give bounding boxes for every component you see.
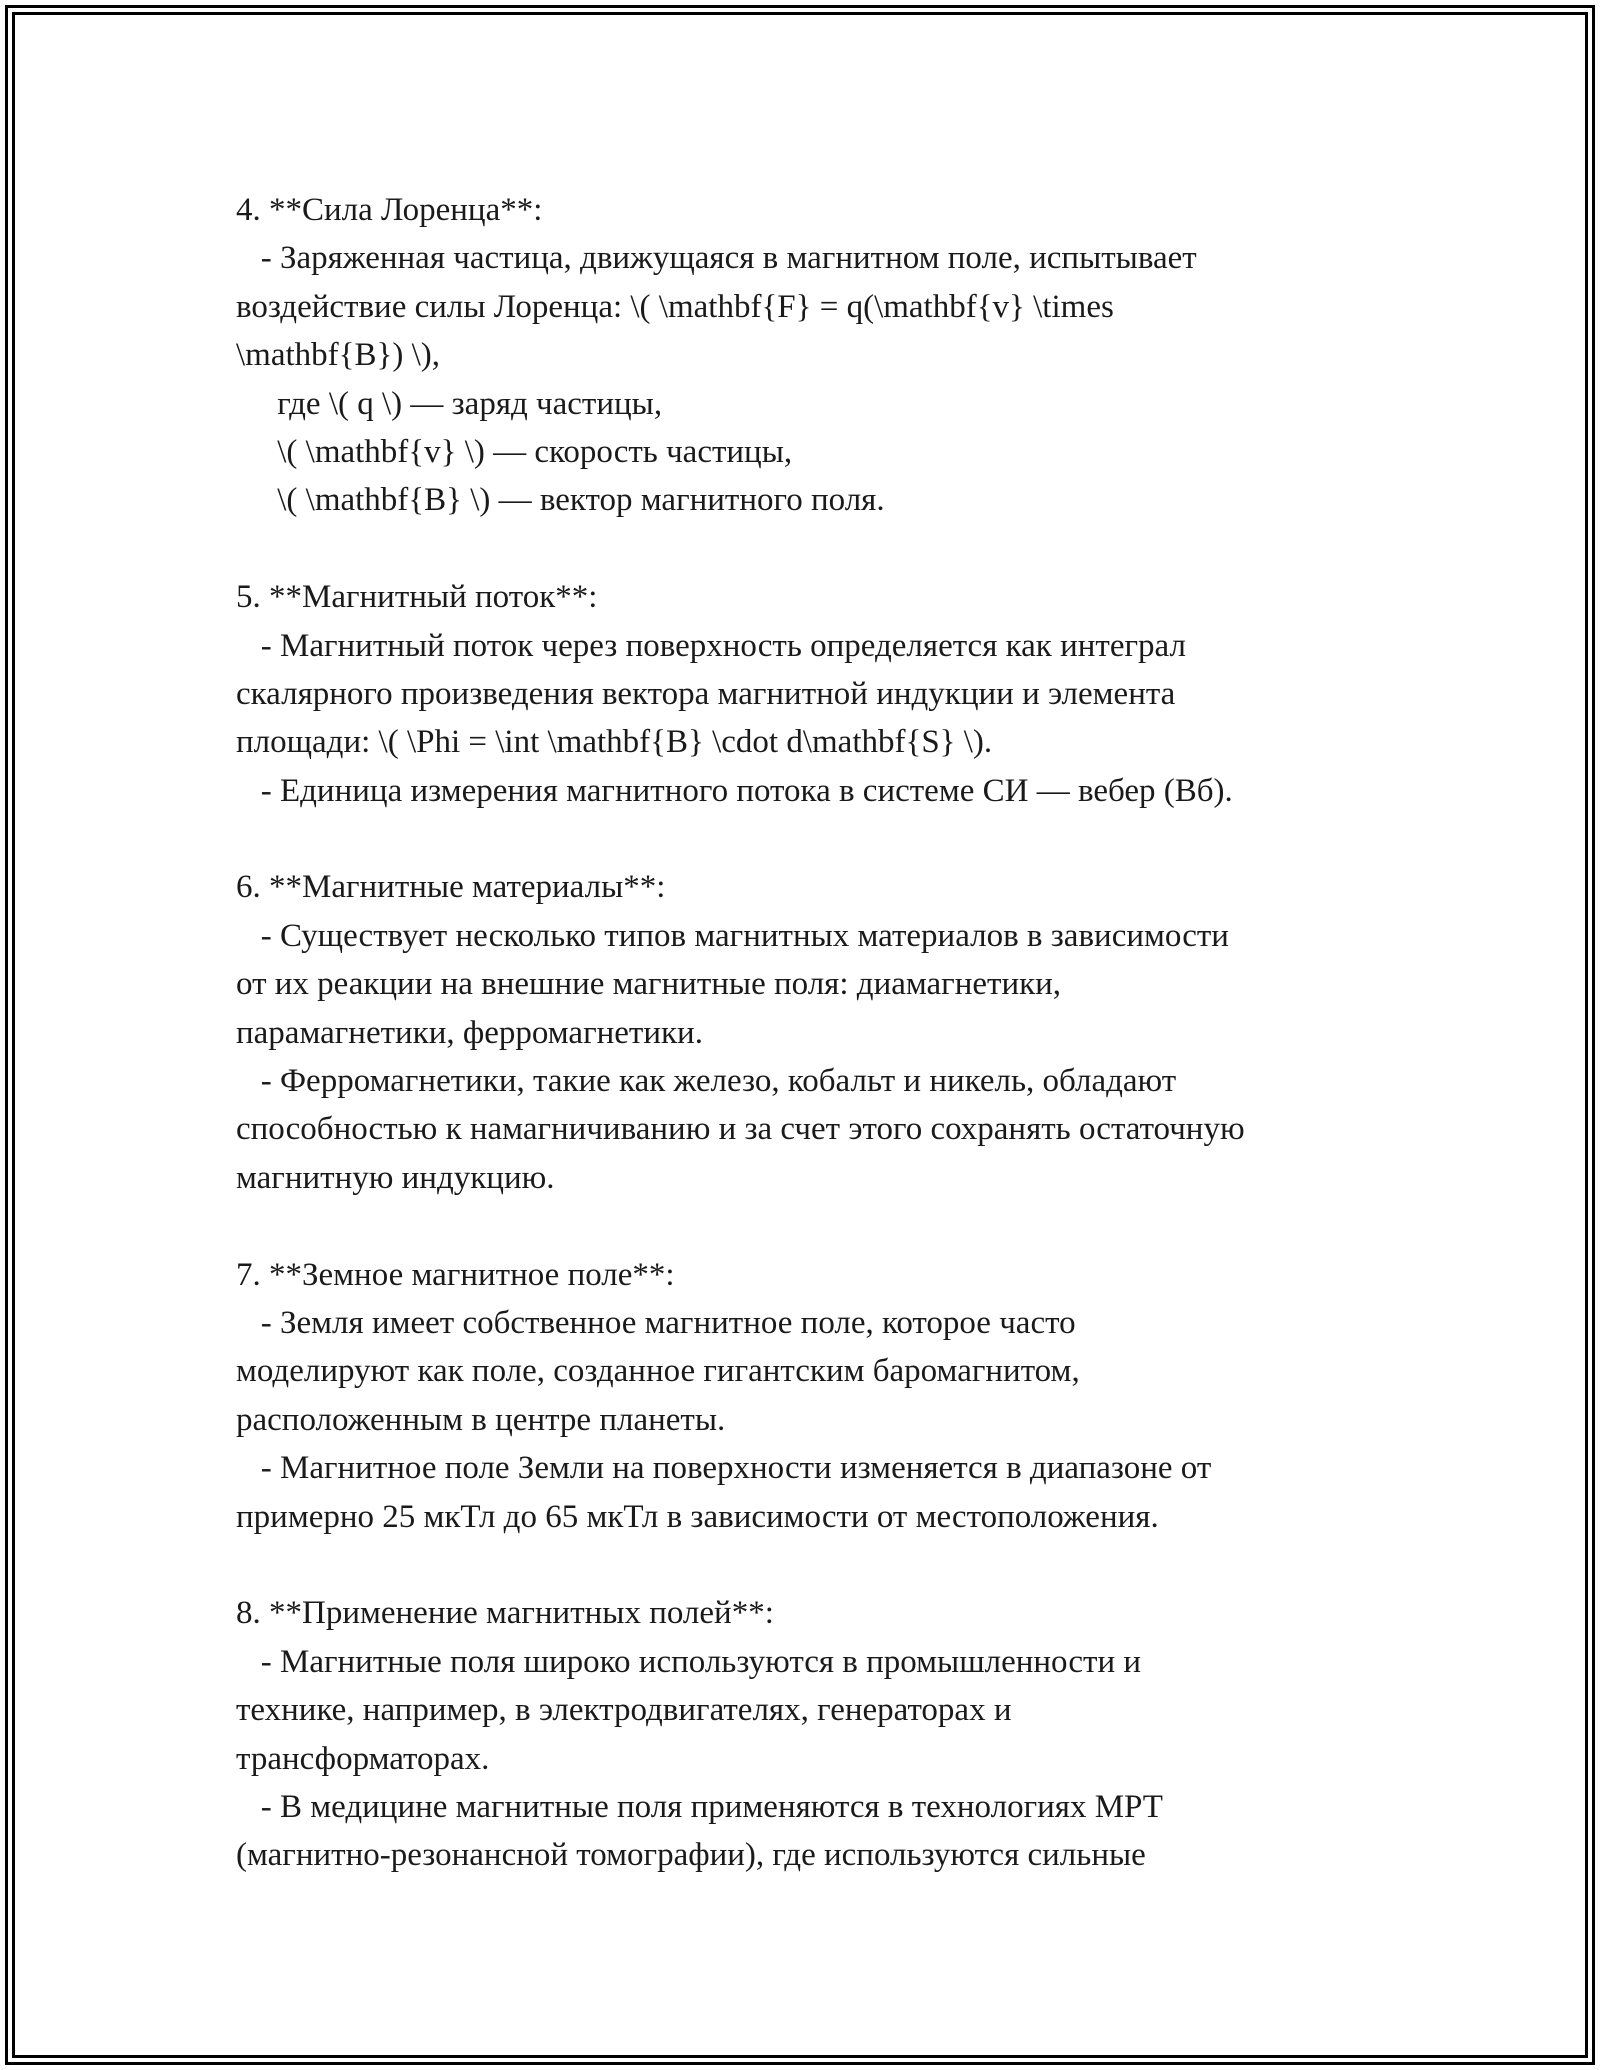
section-heading: 6. **Магнитные материалы**: bbox=[236, 869, 666, 906]
section-heading: 4. **Сила Лоренца**: bbox=[236, 192, 543, 228]
text-line: - Ферромагнетики, такие как железо, кобальт и никель, обладают bbox=[236, 1063, 1177, 1100]
document-body bbox=[236, 186, 1386, 1880]
paragraph-gap bbox=[236, 525, 1386, 573]
section-magnetic-flux bbox=[236, 573, 1386, 815]
text-line: (магнитно-резонансной томографии), где используются сильные bbox=[236, 1837, 1146, 1874]
paragraph-gap bbox=[236, 1202, 1386, 1250]
text-line: моделируют как поле, созданное гигантским баромагнитом, bbox=[236, 1353, 1080, 1390]
text-line: - Земля имеет собственное магнитное поле, которое часто bbox=[236, 1304, 1076, 1341]
section-lorentz-force bbox=[236, 186, 1386, 525]
text-line: расположенным в центре планеты. bbox=[236, 1401, 726, 1438]
paragraph-gap bbox=[236, 815, 1386, 863]
text-line: парамагнетики, ферромагнетики. bbox=[236, 1014, 703, 1051]
text-line: - Единица измерения магнитного потока в системе СИ — вебер (Вб). bbox=[236, 772, 1233, 809]
section-heading: 5. **Магнитный поток**: bbox=[236, 579, 598, 616]
text-line: - В медицине магнитные поля применяются в технологиях МРТ bbox=[236, 1788, 1163, 1825]
text-line: технике, например, в электродвигателях, генераторах и bbox=[236, 1692, 1012, 1729]
text-line: - Магнитные поля широко используются в промышленности и bbox=[236, 1643, 1142, 1680]
paragraph-gap bbox=[236, 1541, 1386, 1589]
text-line: скалярного произведения вектора магнитной индукции и элемента bbox=[236, 675, 1176, 712]
text-line: магнитную индукцию. bbox=[236, 1159, 555, 1196]
text-line: площади: \( \Phi = \int \mathbf{B} \cdot d\mathbf{S} \). bbox=[236, 724, 993, 761]
section-heading: 8. **Применение магнитных полей**: bbox=[236, 1595, 774, 1632]
section-earth-magnetic-field bbox=[236, 1251, 1386, 1541]
section-heading: 7. **Земное магнитное поле**: bbox=[236, 1256, 675, 1293]
text-line: - Магнитное поле Земли на поверхности изменяется в диапазоне от bbox=[236, 1450, 1212, 1487]
text-line: - Существует несколько типов магнитных материалов в зависимости bbox=[236, 917, 1229, 954]
text-line: где \( q \) — заряд частицы, bbox=[236, 385, 663, 422]
text-line: \mathbf{B}) \), bbox=[236, 337, 440, 374]
text-line: способностью к намагничиванию и за счет этого сохранять остаточную bbox=[236, 1111, 1245, 1148]
text-line: \( \mathbf{B} \) — вектор магнитного поля. bbox=[236, 482, 885, 519]
text-line: трансформаторах. bbox=[236, 1740, 490, 1777]
section-magnetic-materials bbox=[236, 863, 1386, 1202]
text-line: - Заряженная частица, движущаяся в магнитном поле, испытывает bbox=[236, 240, 1197, 277]
text-line: от их реакции на внешние магнитные поля: диамагнетики, bbox=[236, 966, 1062, 1003]
section-applications bbox=[236, 1589, 1386, 1879]
text-line: - Магнитный поток через поверхность определяется как интеграл bbox=[236, 627, 1186, 664]
text-line: примерно 25 мкТл до 65 мкТл в зависимости от местоположения. bbox=[236, 1498, 1159, 1535]
text-line: воздействие силы Лоренца: \( \mathbf{F} = q(\mathbf{v} \times bbox=[236, 288, 1114, 325]
text-line: \( \mathbf{v} \) — скорость частицы, bbox=[236, 433, 793, 470]
